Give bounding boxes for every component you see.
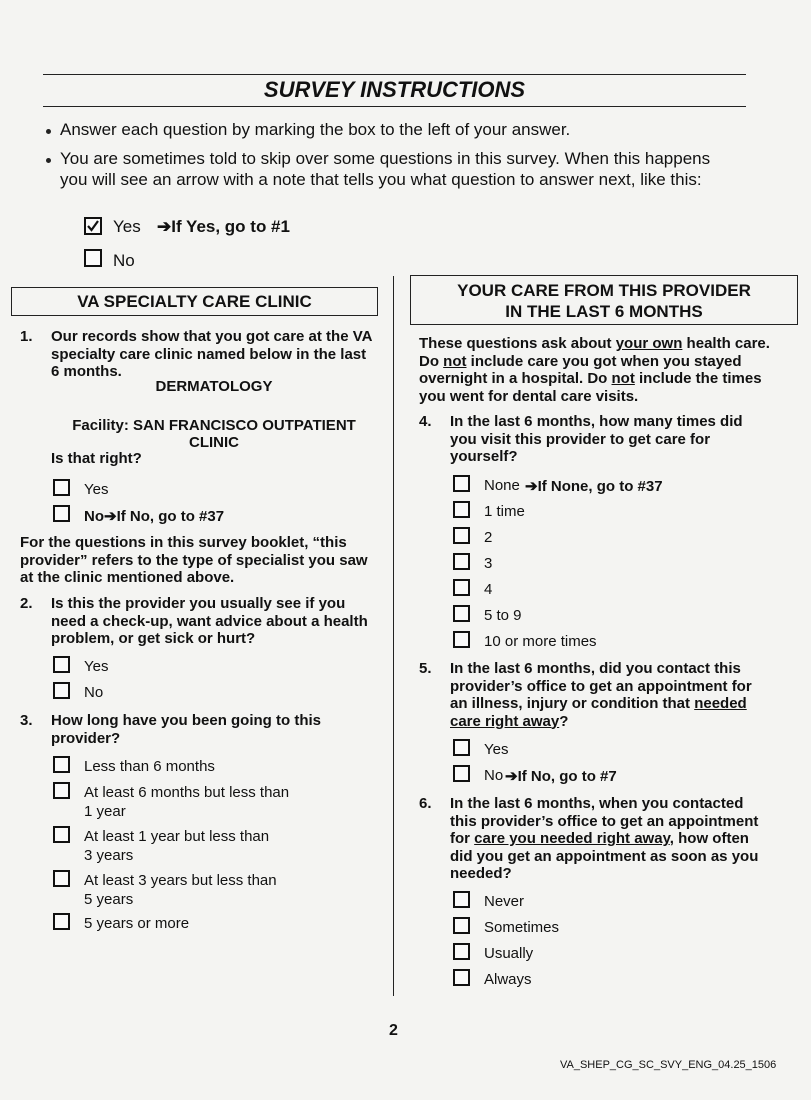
bullet-dot: [46, 129, 51, 134]
example-checked-checkbox: [84, 217, 102, 235]
left-section-header-text: VA SPECIALTY CARE CLINIC: [77, 292, 312, 311]
q2-no-label: No: [84, 684, 104, 701]
q4-option-none-label: None: [484, 477, 520, 494]
q1-clinic: DERMATOLOGY: [155, 378, 273, 395]
example-no-checkbox: [84, 249, 102, 267]
q4-option-3-checkbox[interactable]: [453, 553, 470, 570]
q3-option-1-label: Less than 6 months: [84, 758, 215, 775]
q4-option-4-label: 4: [484, 581, 493, 598]
q3-option-2-label: At least 6 months but less than: [84, 784, 290, 801]
q3-option-3-checkbox[interactable]: [53, 826, 70, 843]
q6-text-part2: , how often did you get an appointment as soon as you needed?: [450, 830, 759, 882]
instruction-1: Answer each question by marking the box to the left of your answer.: [60, 120, 571, 139]
provider-note: For the questions in this survey booklet, “this provider” refers to the type of specialist you saw at the clinic mentioned above.: [20, 534, 368, 586]
left-section-header: [11, 287, 378, 316]
q5-text-part1: In the last 6 months, did you contact this provider’s office to get an appointment for an illness, injury or condition that: [450, 660, 752, 712]
q3-option-2-label-line2: 1 year: [84, 803, 126, 820]
q5-text-emph: needed care right away: [450, 695, 747, 730]
q6-option-always-checkbox[interactable]: [453, 969, 470, 986]
q6-option-never-label: Never: [484, 893, 525, 910]
example-no-label: No: [113, 251, 135, 270]
q1-no-checkbox[interactable]: [53, 505, 70, 522]
q3-option-5-label: 5 years or more: [84, 915, 190, 932]
q2-yes-checkbox[interactable]: [53, 656, 70, 673]
right-section-header-line1: YOUR CARE FROM THIS PROVIDER: [457, 281, 751, 300]
instruction-2: You are sometimes told to skip over some questions in this survey. When this happens you will see an arrow with a note that tells you what question to answer next, like this:: [60, 149, 711, 189]
q6-text-emph: care you needed right away: [474, 830, 670, 847]
q5-text: [450, 660, 762, 730]
q3-option-5-checkbox[interactable]: [53, 913, 70, 930]
q1-facility-line2: CLINIC: [189, 434, 239, 451]
page-number: 2: [389, 1022, 398, 1039]
right-intro: [419, 335, 789, 405]
q4-option-4-checkbox[interactable]: [453, 579, 470, 596]
q3-option-3-label: At least 1 year but less than: [84, 828, 270, 845]
example-yes-skip: ➔If Yes, go to #1: [157, 217, 290, 236]
form-code: VA_SHEP_CG_SC_SVY_ENG_04.25_1506: [560, 1059, 777, 1071]
bullet-dot: [46, 158, 51, 163]
title-bottom-rule: [43, 106, 746, 107]
q1-question: Is that right?: [51, 450, 142, 467]
q5-no-label: No: [484, 767, 504, 784]
q6-option-sometimes-label: Sometimes: [484, 919, 560, 936]
right-intro-part2: health care. Do: [419, 335, 770, 370]
q4-option-1-checkbox[interactable]: [453, 501, 470, 518]
q5-yes-checkbox[interactable]: [453, 739, 470, 756]
q1-yes-label: Yes: [84, 481, 109, 498]
q6-option-usually-checkbox[interactable]: [453, 943, 470, 960]
q4-option-6-label: 10 or more times: [484, 633, 597, 650]
q3-number: 3.: [20, 712, 33, 729]
q3-option-1-checkbox[interactable]: [53, 756, 70, 773]
right-intro-emph3: not: [611, 370, 635, 387]
q4-number: 4.: [419, 413, 432, 430]
q3-option-3-label-line2: 3 years: [84, 847, 134, 864]
q4-text: In the last 6 months, how many times did you visit this provider to get care for yourself?: [450, 413, 743, 465]
q5-yes-label: Yes: [484, 741, 509, 758]
q4-option-2-checkbox[interactable]: [453, 527, 470, 544]
right-intro-emph2: not: [443, 352, 467, 370]
q3-option-4-label: At least 3 years but less than: [84, 872, 277, 889]
q6-text: [450, 795, 770, 883]
right-section-header-line2: IN THE LAST 6 MONTHS: [505, 302, 703, 321]
q4-option-5-checkbox[interactable]: [453, 605, 470, 622]
checkmark-icon: [86, 219, 100, 233]
right-intro-emph1: your own: [615, 335, 683, 352]
q4-option-2-label: 2: [484, 529, 493, 546]
column-divider: [393, 276, 394, 996]
q1-yes-checkbox[interactable]: [53, 479, 70, 496]
q5-number: 5.: [419, 660, 432, 677]
q1-text: Our records show that you got care at the VA specialty care clinic named below in the last 6 months.: [51, 328, 372, 380]
example-yes-label: Yes: [113, 217, 141, 236]
q1-no-label: No➔If No, go to #37: [84, 508, 225, 525]
q6-option-usually-label: Usually: [484, 945, 534, 962]
q4-option-6-checkbox[interactable]: [453, 631, 470, 648]
q3-option-4-checkbox[interactable]: [53, 870, 70, 887]
q2-yes-label: Yes: [84, 658, 109, 675]
q3-text: How long have you been going to this provider?: [51, 712, 321, 747]
q6-option-sometimes-checkbox[interactable]: [453, 917, 470, 934]
q6-text-part1: In the last 6 months, when you contacted this provider’s office to get an appointment for: [450, 795, 759, 847]
right-intro-part3: include care you got when you stayed overnight in a hospital. Do: [419, 352, 742, 387]
q4-none-skip: ➔If None, go to #37: [525, 478, 663, 495]
q4-option-1-label: 1 time: [484, 503, 525, 520]
q6-number: 6.: [419, 795, 432, 812]
q1-facility-line1: Facility: SAN FRANCISCO OUTPATIENT: [72, 417, 356, 434]
q3-option-4-label-line2: 5 years: [84, 891, 134, 908]
q6-option-always-label: Always: [484, 971, 532, 988]
title-top-rule: [43, 74, 746, 75]
q2-number: 2.: [20, 595, 33, 612]
page-title: SURVEY INSTRUCTIONS: [263, 77, 526, 102]
q5-text-part2: ?: [559, 712, 569, 730]
q2-text: Is this the provider you usually see if you need a check-up, want advice about a health problem, or get sick or hurt?: [51, 595, 368, 647]
q2-no-checkbox[interactable]: [53, 682, 70, 699]
q4-option-5-label: 5 to 9: [484, 607, 522, 624]
q5-no-skip: ➔If No, go to #7: [505, 768, 617, 785]
q1-number: 1.: [20, 328, 33, 345]
right-intro-part4: include the times you went for dental care visits.: [419, 370, 762, 405]
q6-option-never-checkbox[interactable]: [453, 891, 470, 908]
q5-no-checkbox[interactable]: [453, 765, 470, 782]
q3-option-2-checkbox[interactable]: [53, 782, 70, 799]
right-intro-part1: These questions ask about: [419, 335, 616, 352]
q4-option-none-checkbox[interactable]: [453, 475, 470, 492]
q4-option-3-label: 3: [484, 555, 493, 572]
right-section-header: [410, 275, 798, 325]
